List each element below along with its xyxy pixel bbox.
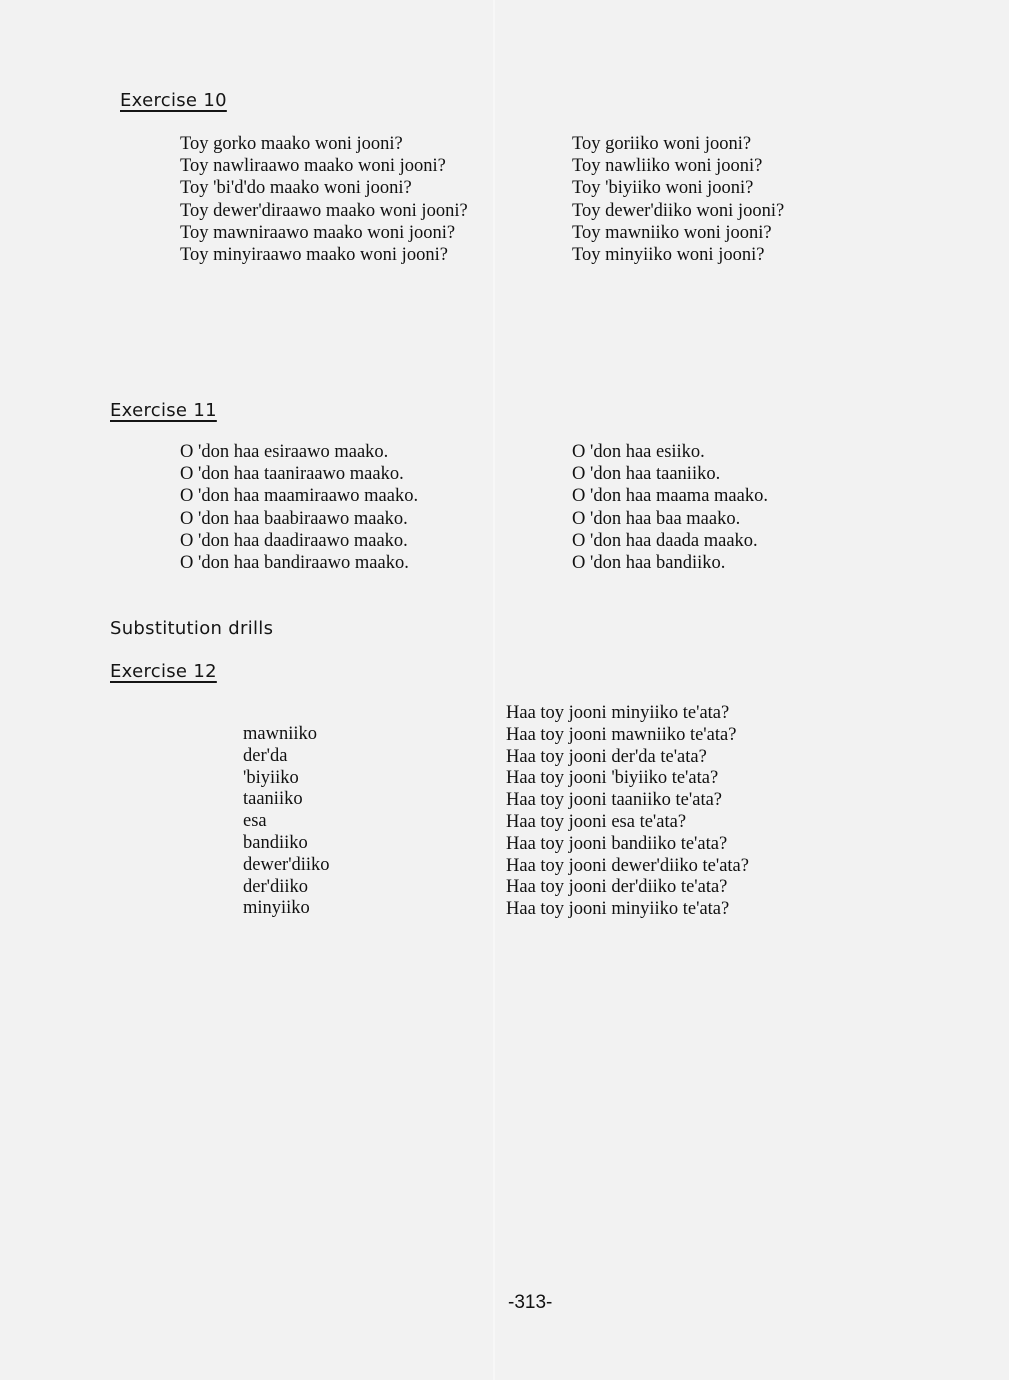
exercise-11-prompt-line: O 'don haa baabiraawo maako. [180,508,408,529]
exercise-11-response-line: O 'don haa taaniiko. [572,464,721,485]
exercise-11-prompt-line: O 'don haa maamiraawo maako. [180,486,419,507]
exercise-11-response-line: O 'don haa bandiiko. [572,553,726,574]
exercise-12-response-line: Haa toy jooni minyiiko te'ata? [506,703,730,723]
exercise-10-response-line: Toy mawniiko woni jooni? [572,222,772,243]
exercise-10-prompt-line: Toy 'bi'd'do maako woni jooni? [180,178,412,199]
exercise-10-prompt-line: Toy gorko maako woni jooni? [180,134,403,154]
exercise-12-cue-word: der'da [243,745,288,766]
page-fold-line [493,0,495,1380]
exercise-11-prompt-line: O 'don haa taaniraawo maako. [180,464,404,485]
exercise-12-response-line: Haa toy jooni der'diiko te'ata? [506,877,728,898]
exercise-10-response-line: Toy dewer'diiko woni jooni? [572,200,785,221]
exercise-12-response-line: Haa toy jooni minyiiko te'ata? [506,899,730,920]
exercise-10-response-line: Toy goriiko woni jooni? [572,134,752,154]
exercise-10-prompt-line: Toy mawniraawo maako woni jooni? [180,222,456,243]
exercise-12-response-line: Haa toy jooni bandiiko te'ata? [506,833,728,854]
exercise-10-response-line: Toy 'biyiiko woni jooni? [572,178,754,199]
exercise-10-response-line: Toy nawliiko woni jooni? [572,156,763,177]
exercise-11-prompt-line: O 'don haa bandiraawo maako. [180,553,409,574]
exercise-10-prompts [180,133,472,266]
exercise-12-cue-word: der'diiko [243,876,308,897]
exercise-12-cue-word: 'biyiiko [243,767,299,788]
exercise-11-response-line: O 'don haa daada maako. [572,530,758,551]
exercise-10-prompt-line: Toy nawliraawo maako woni jooni? [180,156,446,177]
exercise-12-response-line: Haa toy jooni der'da te'ata? [506,746,707,767]
exercise-11-prompts [180,441,490,574]
exercise-12-cue-word: minyiiko [243,898,310,919]
exercise-11-heading: Exercise 11 [110,400,217,421]
exercise-12-responses [506,703,846,921]
exercise-12-cue-words [243,724,443,920]
exercise-11-response-line: O 'don haa esiiko. [572,442,705,462]
exercise-12-response-line: Haa toy jooni 'biyiiko te'ata? [506,768,719,789]
exercise-12-cue-word: dewer'diiko [243,854,330,875]
exercise-11-prompt-line: O 'don haa esiraawo maako. [180,442,389,462]
exercise-12-response-line: Haa toy jooni esa te'ata? [506,811,687,832]
exercise-12-response-line: Haa toy jooni taaniiko te'ata? [506,790,723,811]
exercise-10-response-line: Toy minyiiko woni jooni? [572,245,765,266]
exercise-12-cue-word: mawniiko [243,724,317,744]
exercise-11-response-line: O 'don haa baa maako. [572,508,741,529]
exercise-10-prompt-line: Toy dewer'diraawo maako woni jooni? [180,200,468,221]
exercise-12-response-line: Haa toy jooni dewer'diiko te'ata? [506,855,749,876]
exercise-12-response-line: Haa toy jooni mawniiko te'ata? [506,724,737,745]
exercise-12-heading: Exercise 12 [110,661,217,682]
exercise-10-heading: Exercise 10 [120,90,227,111]
exercise-11-responses [572,441,872,574]
exercise-12-cue-word: bandiiko [243,832,308,853]
exercise-12-cue-word: taaniiko [243,789,303,810]
exercise-11-prompt-line: O 'don haa daadiraawo maako. [180,530,408,551]
substitution-drills-heading: Substitution drills [110,618,274,639]
exercise-11-response-line: O 'don haa maama maako. [572,486,768,507]
page-number: -313- [508,1292,553,1313]
exercise-12-cue-word: esa [243,811,267,832]
exercise-10-prompt-line: Toy minyiraawo maako woni jooni? [180,245,448,266]
